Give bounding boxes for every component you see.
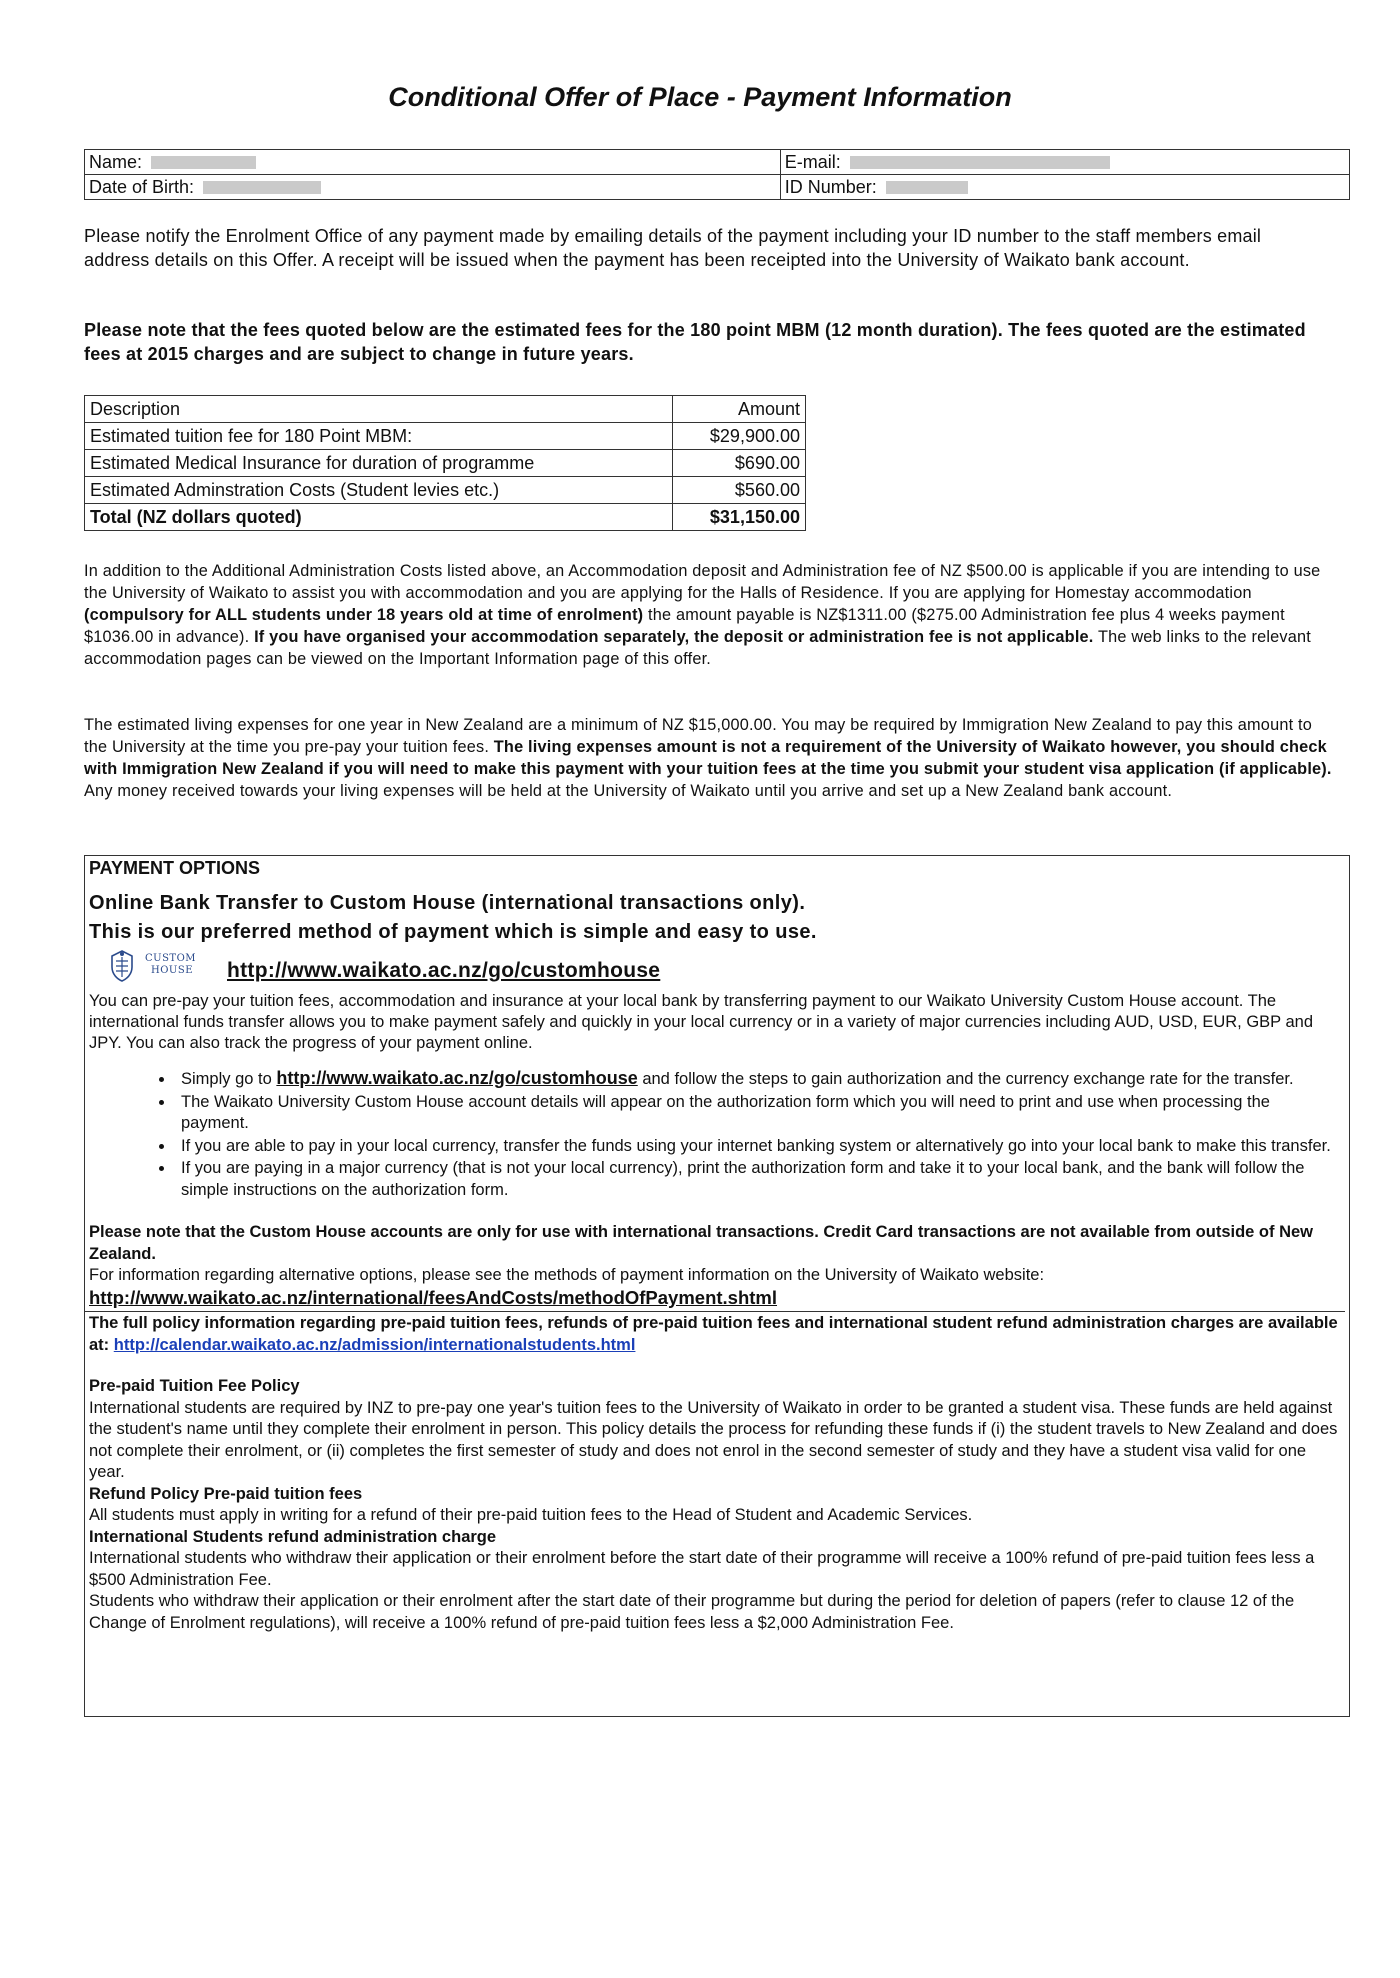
fee-description: Estimated tuition fee for 180 Point MBM: — [85, 423, 673, 450]
fee-amount: $560.00 — [673, 477, 806, 504]
custom-house-logo-text — [145, 953, 196, 977]
fees-row — [85, 477, 806, 504]
custom-house-steps — [89, 1068, 1341, 1201]
living-text: Any money received towards your living expenses will be held at the University of Waikato until you arrive and set up a New Zealand bank account. — [84, 782, 1173, 800]
logo-text-line-2: HOUSE — [151, 965, 193, 976]
fees-row — [85, 423, 806, 450]
admin-charge-text: Students who withdraw their application or their enrolment after the start date of their programme but during the period for deletion of papers (refer to clause 12 of the Change of Enrolment regulations), will receive a 100% refund of pre-paid tuition fees less a $2,000 Administration Fee. — [89, 1592, 1295, 1632]
notify-paragraph: Please notify the Enrolment Office of any payment made by emailing details of the payment including your ID number to the staff members email address details on this Offer. A receipt will be issued when the payment has been receipted into the University of Waikato bank account. — [84, 226, 1262, 270]
name-cell — [85, 150, 781, 175]
custom-house-restriction-note: Please note that the Custom House accounts are only for use with international transactions. Credit Card transactions are not available from outside of New Zealand. — [89, 1223, 1314, 1263]
list-item: • If you are able to pay in your local currency, transfer the funds using your internet banking system or alternatively go into your local bank to make this transfer. — [175, 1136, 1341, 1158]
payment-options-heading: PAYMENT OPTIONS — [89, 858, 261, 878]
accommodation-text: the amount payable is NZ$1311.00 ($275.00 Administration fee plus 4 weeks payment $1036.00 in advance). — [84, 606, 1285, 646]
fees-note: Please note that the fees quoted below are the estimated fees for the 180 point MBM (12 month duration). The fees quoted are the estimated fees at 2015 charges and are subject to change in future years. — [84, 320, 1306, 364]
living-text: The estimated living expenses for one year in New Zealand are a minimum of NZ $15,000.00. You may be required by Immigration New Zealand to pay this amount to the University at the time you pre-pay your tuition fees. — [84, 716, 1313, 756]
list-item — [175, 1068, 1341, 1091]
redacted-id — [886, 181, 968, 194]
bank-transfer-line-1: Online Bank Transfer to Custom House (international transactions only). — [89, 892, 806, 914]
accommodation-text: The web links to the relevant accommodation pages can be viewed on the Important Information page of this offer. — [84, 628, 1312, 668]
custom-house-inline-link[interactable]: http://www.waikato.ac.nz/go/customhouse — [276, 1068, 638, 1088]
accommodation-paragraph — [84, 560, 1339, 670]
fees-table — [84, 395, 806, 531]
method-of-payment-link[interactable]: http://www.waikato.ac.nz/international/feesAndCosts/methodOfPayment.shtml — [89, 1287, 778, 1308]
list-item: • The Waikato University Custom House account details will appear on the authorization form which you will need to print and use when processing the payment. — [175, 1092, 1341, 1135]
alternative-options-text: For information regarding alternative options, please see the methods of payment information on the University of Waikato website: — [89, 1266, 1045, 1284]
custom-house-row — [89, 949, 1341, 989]
fee-description: Estimated Medical Insurance for duration of programme — [85, 450, 673, 477]
custom-house-description: You can pre-pay your tuition fees, accommodation and insurance at your local bank by transferring payment to our Waikato University Custom House account. The international funds transfer allows you to make payment safely and quickly in your local currency or in a variety of major currencies including AUD, USD, EUR, GBP and JPY. You can also track the progress of your payment online. — [89, 992, 1314, 1052]
prepaid-policy-text: International students are required by INZ to pre-pay one year's tuition fees to the University of Waikato in order to be granted a student visa. These funds are held against the student's name until they complete their enrolment in person. This policy details the process for refunding these funds if (i) the student travels to New Zealand and does not complete their enrolment, or (ii) completes the first semester of study and does not enrol in the second semester of study and they have a student visa valid for one year. — [89, 1398, 1338, 1481]
email-cell — [780, 150, 1349, 175]
custom-house-logo-icon — [105, 949, 139, 983]
fees-row — [85, 450, 806, 477]
bank-transfer-title — [89, 889, 1341, 947]
payment-options-box — [84, 855, 1350, 1717]
fee-description: Estimated Adminstration Costs (Student levies etc.) — [85, 477, 673, 504]
admin-charge-heading: International Students refund administration charge — [89, 1527, 497, 1546]
custom-house-link[interactable]: http://www.waikato.ac.nz/go/customhouse — [227, 959, 661, 982]
bank-transfer-line-2: This is our preferred method of payment which is simple and easy to use. — [89, 921, 817, 943]
section-divider — [85, 1311, 1345, 1312]
fees-header-row — [85, 396, 806, 423]
living-expenses-paragraph — [84, 714, 1339, 802]
fees-header-description: Description — [85, 396, 673, 423]
fees-total-row — [85, 504, 806, 531]
policy-intro-text: The full policy information regarding pre-paid tuition fees, refunds of pre-paid tuition fees and international student refund administration charges are available at: — [89, 1314, 1338, 1354]
redacted-dob — [203, 181, 321, 194]
admin-charge-text: International students who withdraw their application or their enrolment before the start date of their programme will receive a 100% refund of pre-paid tuition fees less a $500 Administration Fee. — [89, 1549, 1315, 1589]
logo-text-line-1: CUSTOM — [145, 953, 197, 964]
fees-header-amount: Amount — [673, 396, 806, 423]
list-item: • If you are paying in a major currency (that is not your local currency), print the authorization form and take it to your local bank, and the bank will follow the simple instructions on the authorization form. — [175, 1158, 1341, 1201]
prepaid-policy-heading: Pre-paid Tuition Fee Policy — [89, 1377, 300, 1395]
redacted-email — [850, 156, 1110, 169]
separate-accommodation-note: If you have organised your accommodation separately, the deposit or administration fee is not applicable. — [254, 628, 1094, 646]
policy-intro — [89, 1313, 1341, 1356]
redacted-name — [151, 156, 256, 169]
living-requirement-note: The living expenses amount is not a requirement of the University of Waikato however, you should check with Immigration New Zealand if you will need to make this payment with your tuition fees at the time you submit your student visa application (if applicable). — [84, 738, 1332, 778]
fees-total-label: Total (NZ dollars quoted) — [85, 504, 673, 531]
name-label: Name: — [89, 151, 143, 172]
fee-amount: $690.00 — [673, 450, 806, 477]
id-cell — [780, 175, 1349, 200]
student-details-table — [84, 149, 1350, 200]
refund-policy-text: All students must apply in writing for a refund of their pre-paid tuition fees to the Head of Student and Academic Services. — [89, 1506, 973, 1524]
calendar-policy-link[interactable]: http://calendar.waikato.ac.nz/admission/internationalstudents.html — [113, 1335, 636, 1354]
refund-policy-heading: Refund Policy Pre-paid tuition fees — [89, 1484, 363, 1503]
dob-label: Date of Birth: — [89, 176, 195, 197]
fees-total-amount: $31,150.00 — [673, 504, 806, 531]
homestay-compulsory-note: (compulsory for ALL students under 18 years old at time of enrolment) — [84, 606, 644, 624]
dob-cell — [85, 175, 781, 200]
fee-amount: $29,900.00 — [673, 423, 806, 450]
document-title: Conditional Offer of Place - Payment Information — [388, 82, 1012, 112]
id-label: ID Number: — [784, 176, 877, 197]
accommodation-text: In addition to the Additional Administration Costs listed above, an Accommodation deposit and Administration fee of NZ $500.00 is applicable if you are intending to use the University of Waikato to assist you with accommodation and you are applying for the Halls of Residence. If you are applying for Homestay accommodation — [84, 562, 1321, 602]
email-label: E-mail: — [784, 151, 841, 172]
step-text: and follow the steps to gain authorization and the currency exchange rate for the transfer. — [637, 1070, 1294, 1088]
step-text: Simply go to — [181, 1070, 277, 1088]
